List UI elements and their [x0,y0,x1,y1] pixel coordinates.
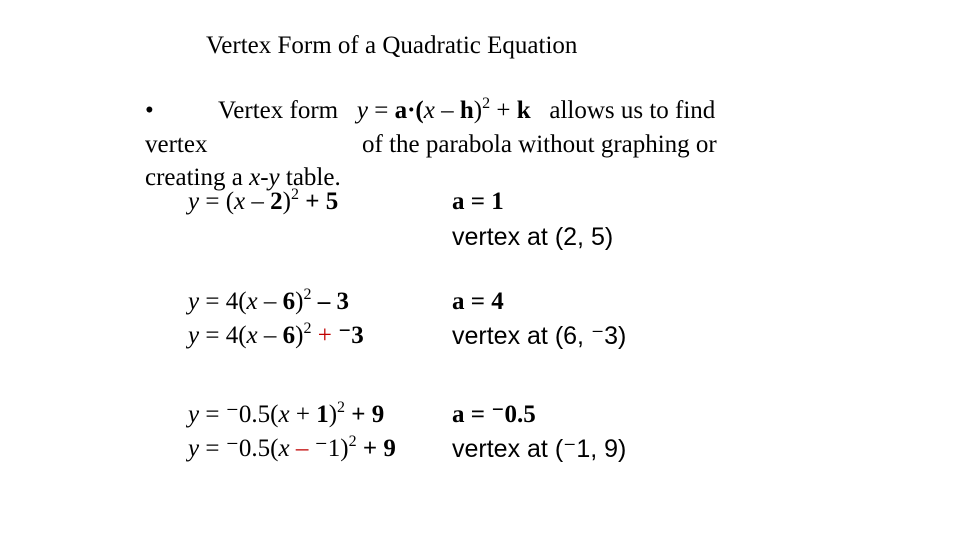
formula-h: h [459,97,474,124]
eq-mid: = ⁻0.5( [199,401,279,428]
example-1-a-value [452,187,504,217]
formula-minus: – [434,97,460,124]
a-value: a = 4 [452,288,504,315]
eq-exp: 2 [290,186,299,203]
a-value: a = 1 [452,188,504,215]
formula-equals: = [367,97,395,124]
formula-close: ) [473,97,483,124]
intro-line-1 [218,96,715,126]
eq-y: y [188,322,200,349]
eq-rest: + 9 [356,435,396,462]
eq-h: 1 [316,401,329,428]
eq-close: ) [295,322,304,349]
eq-op: – [257,288,283,315]
eq-close: ) [328,401,338,428]
example-3-vertex: vertex at (⁻1, 9) [452,435,627,463]
eq-op: + [289,401,317,428]
eq-op: – [257,322,283,349]
eq-x: x [246,322,258,349]
eq-rest-red: + [311,322,339,349]
eq-op: – [245,188,271,215]
example-2-equation-2 [188,321,364,351]
eq-exp: 2 [348,433,357,450]
intro-line-3-pre: creating a [145,164,250,191]
eq-rest: + 5 [298,188,339,215]
eq-x: x [278,401,290,428]
eq-rest: + 9 [345,401,385,428]
eq-exp: 2 [337,399,346,416]
eq-rest: – 3 [311,288,349,315]
page-title: Vertex Form of a Quadratic Equation [206,32,578,59]
example-3-a-value [452,400,536,430]
formula-a: a [394,97,408,124]
eq-h: 6 [282,322,296,349]
eq-mid: = 4( [199,288,247,315]
intro-text-post: allows us to find [549,97,716,124]
intro-text: Vertex form [218,97,339,124]
formula-exponent: 2 [482,95,491,112]
eq-x: x [234,188,246,215]
eq-y: y [188,188,200,215]
intro-line-2a: vertex [145,131,208,158]
eq-mid: = ( [199,188,235,215]
eq-y: y [188,435,200,462]
intro-line-3-xy: x-y [249,164,280,191]
example-3-equation-2 [188,434,396,464]
intro-line-3-post: table. [279,164,341,191]
formula-dot: ·( [407,97,424,124]
eq-h: 2 [270,188,283,215]
eq-op-red: – [289,435,315,462]
example-2-vertex: vertex at (6, ⁻3) [452,322,627,350]
formula-x: x [423,97,435,124]
formula-y: y [356,97,368,124]
eq-mid: = 4( [199,322,247,349]
formula-k: k [516,97,531,124]
eq-y: y [188,288,200,315]
eq-x: x [246,288,258,315]
eq-close: ) [295,288,304,315]
eq-y: y [188,401,200,428]
eq-exp: 2 [303,320,312,337]
intro-line-2b: of the parabola without graphing or [362,131,717,158]
example-1-equation-1 [188,187,338,217]
example-3-equation-1 [188,400,384,430]
eq-mid: = ⁻0.5( [199,435,279,462]
example-2-a-value [452,287,504,317]
bullet-marker: • [145,97,154,124]
example-2-equation-1 [188,287,349,317]
eq-x: x [278,435,290,462]
formula-plus: + [490,97,517,124]
eq-close: ) [282,188,291,215]
example-1-vertex: vertex at (2, 5) [452,223,614,251]
eq-close: ) [340,435,349,462]
a-value: a = ⁻0.5 [452,401,536,428]
eq-exp: 2 [303,286,312,303]
eq-h: ⁻1 [314,435,341,462]
eq-h: 6 [282,288,296,315]
eq-rest: ⁻3 [338,322,364,349]
